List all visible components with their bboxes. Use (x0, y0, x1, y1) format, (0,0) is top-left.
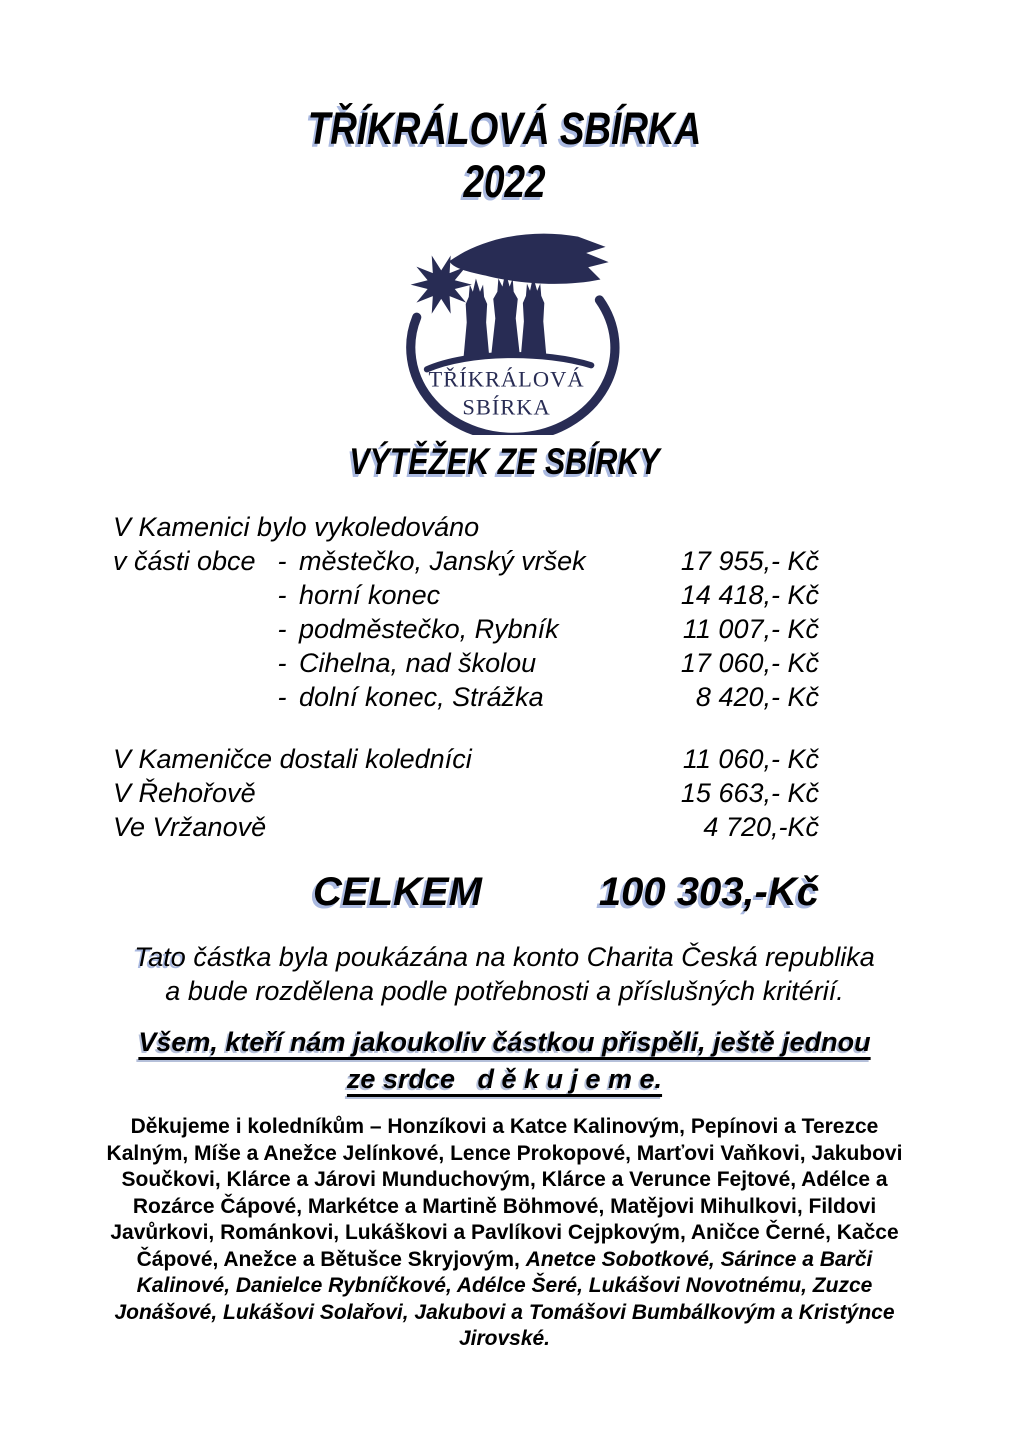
note-lead: Tato (134, 942, 186, 972)
list-item (113, 510, 819, 544)
thanks-heading (0, 1024, 1009, 1098)
dash: - (277, 580, 287, 610)
dash: - (277, 648, 287, 678)
list-item (113, 742, 819, 776)
amount: 17 955,- Kč (680, 546, 819, 576)
list-item (113, 544, 819, 578)
list-item (113, 612, 819, 646)
dash: - (277, 682, 287, 712)
carolers-paragraph (89, 1114, 921, 1353)
logo-wrap (0, 220, 1009, 435)
collections-intro: V Kamenici bylo vykoledováno (113, 512, 480, 542)
three-kings-logo (382, 220, 627, 435)
collections-list (113, 510, 819, 844)
amount: 8 420,- Kč (695, 682, 819, 712)
king-right-icon (521, 276, 547, 356)
amount: 4 720,-Kč (703, 812, 819, 842)
amount: 11 007,- Kč (682, 614, 819, 644)
place: podměstečko, Rybník (299, 614, 559, 644)
list-item (113, 680, 819, 714)
comet-icon (449, 234, 608, 284)
note-paragraph (0, 940, 1009, 1008)
page-title: TŘÍKRÁLOVÁ SBÍRKA (307, 103, 702, 154)
place: městečko, Janský vršek (299, 546, 586, 576)
dash: - (277, 546, 287, 576)
king-middle-icon (491, 271, 520, 355)
part-label: v části obce (113, 546, 256, 576)
place: dolní konec, Strážka (299, 682, 544, 712)
note-line-2: a bude rozdělena podle potřebnosti a příslušných kritérií. (165, 976, 844, 1006)
place: horní konec (299, 580, 441, 610)
amount: 15 663,- Kč (680, 778, 819, 808)
page-title-year: 2022 (463, 156, 546, 207)
total-row (113, 868, 819, 916)
title-block (91, 0, 918, 208)
carolers-regular: Děkujeme i koledníkům – Honzíkovi a Katce Kalinovým, Pepínovi a Terezce Kalným, Míše a Anežce Jelínkové, Lence Prokopové, Marťovi Vaňkovi, Jakubovi Součkovi, Klárce a Járovi Munduchovým, Klárce a Verunce Fejtové, Adélce a Rozárce Čápové, Markétce a Martině Böhmové, Matějovi Mihulkovi, Fildovi Javůrkovi, Románkovi, Lukáškovi a Pavlíkovi Cejpkovým, Aničce Černé, Kačce Čápové, Anežce a Bětušce Skryjovým, (106, 1115, 903, 1271)
total-amount: 100 303,-Kč (598, 870, 819, 914)
place: V Kameničce dostali koledníci (113, 744, 472, 774)
amount: 11 060,- Kč (682, 744, 819, 774)
dash: - (277, 614, 287, 644)
total-label: CELKEM (313, 870, 482, 914)
logo-text-line2: SBÍRKA (462, 394, 551, 420)
thanks-line-2: ze srdce d ě k u j e m e. (346, 1064, 663, 1094)
list-item (113, 776, 819, 810)
place: Ve Vržanově (113, 812, 267, 842)
section-heading: VÝTĚŽEK ZE SBÍRKY (349, 441, 660, 482)
list-item (113, 578, 819, 612)
list-item (113, 646, 819, 680)
thanks-line-1: Všem, kteří nám jakoukoliv částkou přispěli, ještě jednou (138, 1027, 871, 1057)
amount: 17 060,- Kč (680, 648, 819, 678)
king-left-icon (464, 279, 490, 357)
place: V Řehořově (113, 778, 256, 808)
carolers-italic: Anetce Sobotkové, Sárince a Barči Kalinové, Danielce Rybníčkové, Adélce Šeré, Lukášovi Novotnému, Zuzce Jonášové, Lukášovi Solařovi, Jakubovi a Tomášovi Bumbálkovým a Kristýnce Jirovské. (114, 1247, 895, 1350)
amount: 14 418,- Kč (680, 580, 819, 610)
note-line-1 (0, 940, 1009, 974)
other-collections (113, 742, 819, 844)
logo-text-line1: TŘÍKRÁLOVÁ (428, 366, 585, 392)
list-item (113, 810, 819, 844)
note-line1-rest: částka byla poukázána na konto Charita Česká republika (185, 942, 875, 972)
place: Cihelna, nad školou (299, 648, 537, 678)
